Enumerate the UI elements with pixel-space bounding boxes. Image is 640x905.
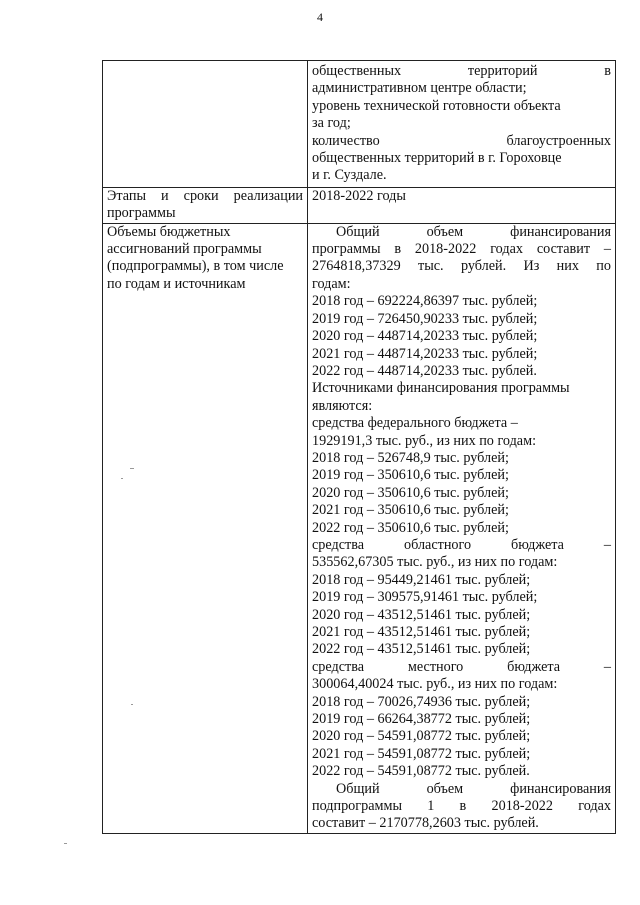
federal-year-line: 2022 год – 350610,6 тыс. рублей;: [312, 519, 509, 536]
stages-label-cell: [103, 187, 308, 223]
intro-line: 2764818,37329 тыс. рублей. Из них по: [312, 258, 611, 275]
regional-year-line: 2021 год – 43512,51461 тыс. рублей;: [312, 624, 531, 640]
scan-speck: [131, 704, 133, 705]
page-number: 4: [317, 10, 323, 24]
scan-speck: [64, 843, 67, 844]
local-line: средства местного бюджета –: [312, 658, 611, 675]
table-row-indicators: [103, 61, 616, 188]
indicator-line: и г. Суздале.: [312, 167, 387, 184]
local-line: 300064,40024 тыс. руб., из них по годам:: [312, 676, 558, 693]
intro-line: программы в 2018-2022 годах составит –: [312, 241, 611, 258]
total-year-line: 2020 год – 448714,20233 тыс. рублей;: [312, 328, 538, 345]
indicators-label-cell: [103, 61, 308, 188]
intro-line: Общий объем финансирования: [336, 223, 611, 240]
table-row-stages: [103, 187, 616, 223]
local-year-line: 2022 год – 54591,08772 тыс. рублей.: [312, 763, 530, 780]
total-year-line: 2022 год – 448714,20233 тыс. рублей.: [312, 362, 537, 379]
scan-speck: [130, 468, 134, 469]
stages-label-line: программы: [107, 205, 176, 222]
budget-label-line: по годам и источникам: [107, 275, 246, 292]
indicators-value-cell: [308, 61, 616, 188]
federal-year-line: 2018 год – 526748,9 тыс. рублей;: [312, 449, 509, 466]
subprogram-line: составит – 2170778,2603 тыс. рублей.: [312, 815, 539, 832]
subprogram-line: подпрограммы 1 в 2018-2022 годах: [312, 798, 611, 815]
stages-value-cell: [308, 187, 616, 223]
total-year-line: 2021 год – 448714,20233 тыс. рублей;: [312, 345, 538, 362]
regional-year-line: 2020 год – 43512,51461 тыс. рублей;: [312, 606, 531, 623]
budget-value-cell: [308, 223, 616, 833]
sources-line: являются:: [312, 397, 373, 414]
indicator-line: за год;: [312, 115, 351, 132]
federal-year-line: 2021 год – 350610,6 тыс. рублей;: [312, 502, 509, 519]
federal-line: 1929191,3 тыс. руб., из них по годам:: [312, 432, 537, 449]
indicator-line: общественных территорий в г. Гороховце: [312, 150, 562, 167]
budget-label-line: ассигнований программы: [107, 241, 262, 258]
stages-value: 2018-2022 годы: [312, 187, 406, 204]
table-row-budget: [103, 223, 616, 833]
indicator-line: уровень технической готовности объекта: [312, 97, 561, 114]
federal-line: средства федерального бюджета –: [312, 415, 518, 432]
intro-line: годам:: [312, 275, 351, 292]
stages-label-line: Этапы и сроки реализации: [107, 187, 303, 204]
local-year-line: 2018 год – 70026,74936 тыс. рублей;: [312, 693, 531, 710]
indicator-line: общественных территорий в: [312, 63, 611, 79]
indicator-line: административном центре области;: [312, 80, 527, 97]
regional-year-line: 2019 год – 309575,91461 тыс. рублей;: [312, 589, 538, 606]
local-year-line: 2019 год – 66264,38772 тыс. рублей;: [312, 711, 531, 728]
regional-line: 535562,67305 тыс. руб., из них по годам:: [312, 554, 558, 571]
total-year-line: 2018 год – 692224,86397 тыс. рублей;: [312, 293, 538, 310]
indicator-line: количество благоустроенных: [312, 132, 611, 149]
total-year-line: 2019 год – 726450,90233 тыс. рублей;: [312, 310, 538, 327]
federal-year-line: 2019 год – 350610,6 тыс. рублей;: [312, 467, 509, 484]
regional-year-line: 2022 год – 43512,51461 тыс. рублей;: [312, 641, 531, 658]
budget-label-line: (подпрограммы), в том числе: [107, 258, 284, 275]
budget-label-cell: [103, 223, 308, 833]
regional-year-line: 2018 год – 95449,21461 тыс. рублей;: [312, 571, 531, 588]
subprogram-line: Общий объем финансирования: [336, 780, 611, 797]
scan-speck: [121, 478, 123, 479]
regional-line: средства областного бюджета –: [312, 536, 611, 553]
passport-table: [102, 60, 616, 834]
federal-year-line: 2020 год – 350610,6 тыс. рублей;: [312, 484, 509, 501]
local-year-line: 2021 год – 54591,08772 тыс. рублей;: [312, 745, 531, 762]
budget-label-line: Объемы бюджетных: [107, 223, 231, 240]
sources-line: Источниками финансирования программы: [312, 380, 570, 397]
local-year-line: 2020 год – 54591,08772 тыс. рублей;: [312, 728, 531, 745]
